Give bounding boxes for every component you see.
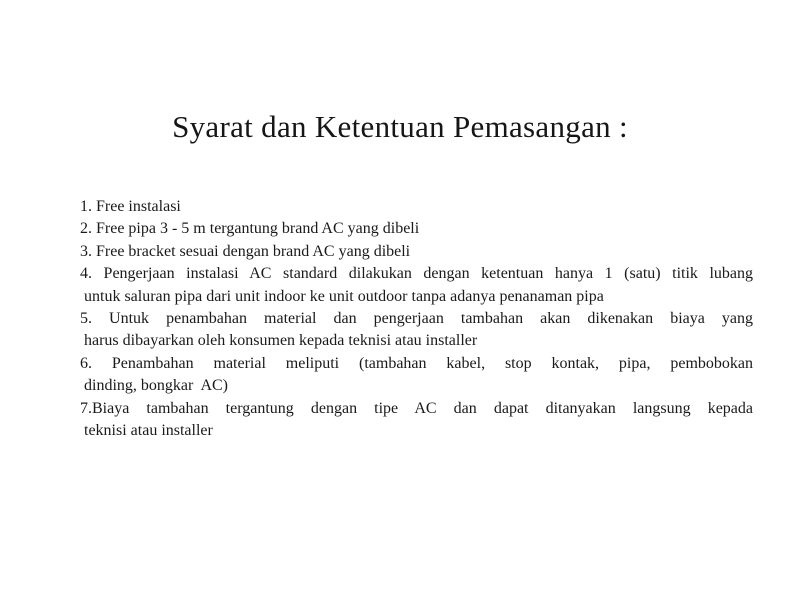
list-item-line: dinding, bongkar AC) bbox=[84, 377, 228, 395]
list-item-line: 5. Untuk penambahan material dan pengerjaan tambahan akan dikenakan biaya yang bbox=[80, 310, 753, 328]
page-title: Syarat dan Ketentuan Pemasangan : bbox=[172, 109, 628, 144]
list-item-7 bbox=[80, 398, 753, 443]
list-item-3 bbox=[80, 241, 753, 263]
list-item-4 bbox=[80, 263, 753, 308]
list-item-line: 1. Free instalasi bbox=[80, 198, 181, 215]
list-item-2 bbox=[80, 218, 753, 240]
list-item-line: teknisi atau installer bbox=[84, 422, 213, 440]
list-item-line: 6. Penambahan material meliputi (tambahan kabel, stop kontak, pipa, pembobokan bbox=[80, 354, 753, 372]
list-item-1 bbox=[80, 196, 753, 218]
list-item-5 bbox=[80, 308, 753, 353]
list-item-line: 4. Pengerjaan instalasi AC standard dilakukan dengan ketentuan hanya 1 (satu) titik lubang bbox=[80, 265, 753, 283]
list-item-line: harus dibayarkan oleh konsumen kepada teknisi atau installer bbox=[84, 332, 478, 350]
list-item-line: 2. Free pipa 3 - 5 m tergantung brand AC yang dibeli bbox=[80, 220, 420, 238]
terms-list bbox=[80, 196, 753, 442]
list-item-line: untuk saluran pipa dari unit indoor ke unit outdoor tanpa adanya penanaman pipa bbox=[84, 287, 604, 305]
list-item-line: 7.Biaya tambahan tergantung dengan tipe AC dan dapat ditanyakan langsung kepada bbox=[80, 399, 753, 417]
list-item-line: 3. Free bracket sesuai dengan brand AC yang dibeli bbox=[80, 242, 411, 260]
list-item-6 bbox=[80, 353, 753, 398]
